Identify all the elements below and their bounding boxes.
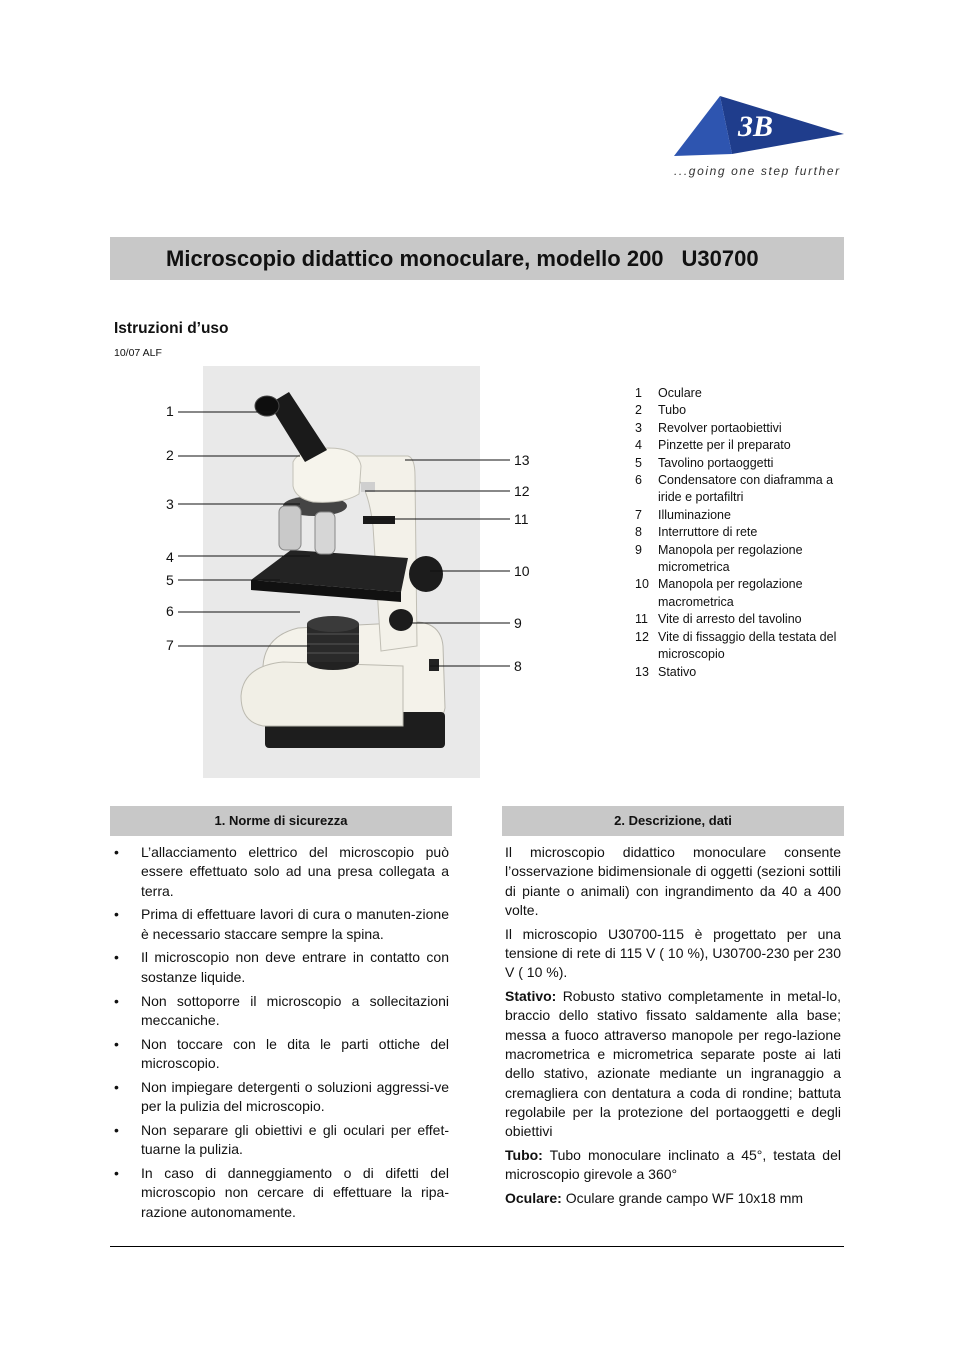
callout-7: 7 bbox=[166, 637, 174, 653]
brand-logo bbox=[672, 92, 844, 184]
legend-label: Interruttore di rete bbox=[658, 525, 758, 540]
legend-label: Condensatore con diaframma a iride e portafiltri bbox=[658, 473, 834, 505]
stativo-paragraph bbox=[505, 987, 841, 1141]
legend-item bbox=[635, 576, 845, 611]
logo-triangle-icon bbox=[672, 92, 844, 164]
callout-1: 1 bbox=[166, 403, 174, 419]
legend-item bbox=[635, 455, 845, 472]
legend-label: Vite di arresto del tavolino bbox=[658, 612, 802, 627]
logo-brand-text: 3B bbox=[738, 110, 774, 143]
legend-item bbox=[635, 507, 845, 524]
callout-lines bbox=[160, 366, 540, 778]
instructions-heading: Istruzioni d’uso bbox=[114, 320, 229, 337]
product-code: U30700 bbox=[681, 246, 759, 271]
list-item: • Non separare gli obiettivi e gli oculari per effet-tuarne la pulizia. bbox=[112, 1121, 449, 1160]
callout-12: 12 bbox=[514, 483, 530, 499]
legend-number: 6 bbox=[635, 473, 642, 488]
list-item: • In caso di danneggiamento o di difetti del microscopio non cercare di effettuare la ripa-razione autonomamente. bbox=[112, 1164, 449, 1222]
title-text: Microscopio didattico monoculare, modello 200 bbox=[166, 246, 664, 271]
callout-11: 11 bbox=[514, 511, 529, 527]
legend-number: 12 bbox=[635, 629, 649, 644]
legend-number: 3 bbox=[635, 420, 642, 435]
callout-4: 4 bbox=[166, 549, 174, 565]
legend-label: Revolver portaobiettivi bbox=[658, 420, 782, 435]
list-item: • Non toccare con le dita le parti ottiche del microscopio. bbox=[112, 1035, 449, 1074]
description-text bbox=[505, 843, 841, 1213]
legend-label: Vite di fissaggio della testata del microscopio bbox=[658, 629, 837, 662]
legend-label: Pinzette per il preparato bbox=[658, 438, 791, 453]
figure-callouts bbox=[160, 366, 540, 778]
legend-number: 2 bbox=[635, 403, 642, 418]
legend-item bbox=[635, 420, 845, 437]
callout-9: 9 bbox=[514, 615, 522, 631]
tubo-paragraph bbox=[505, 1146, 841, 1185]
legend-number: 7 bbox=[635, 507, 642, 522]
legend-item bbox=[635, 611, 845, 628]
legend-item bbox=[635, 437, 845, 454]
legend-label: Oculare bbox=[658, 386, 702, 400]
legend-item bbox=[635, 664, 845, 681]
legend-item bbox=[635, 472, 845, 507]
footer-rule bbox=[110, 1246, 844, 1247]
legend-number: 13 bbox=[635, 664, 649, 679]
list-item: • Non impiegare detergenti o soluzioni aggressi-ve per la pulizia del microscopio. bbox=[112, 1078, 449, 1117]
logo-tagline: ...going one step further bbox=[674, 164, 841, 178]
revision-code: 10/07 ALF bbox=[114, 347, 162, 359]
stativo-label: Stativo: bbox=[505, 988, 557, 1005]
callout-2: 2 bbox=[166, 447, 174, 463]
legend-label: Manopola per regolazione macrometrica bbox=[658, 577, 803, 609]
legend-label: Manopola per regolazione micrometrica bbox=[658, 542, 803, 575]
oculare-paragraph bbox=[505, 1189, 841, 1208]
oculare-label: Oculare: bbox=[505, 1190, 562, 1207]
list-item: • Il microscopio non deve entrare in contatto con sostanze liquide. bbox=[112, 948, 449, 987]
legend-label: Illuminazione bbox=[658, 507, 731, 522]
safety-list bbox=[112, 843, 449, 1226]
tubo-text: Tubo monoculare inclinato a 45°, testata del microscopio girevole a 360° bbox=[505, 1146, 841, 1183]
callout-6: 6 bbox=[166, 603, 174, 619]
legend-label: Tubo bbox=[658, 403, 687, 418]
voltage-paragraph: Il microscopio U30700-115 è progettato per una tensione di rete di 115 V ( 10 %), U30700-230 per 230 V ( 10 %). bbox=[505, 925, 841, 981]
callout-3: 3 bbox=[166, 496, 174, 512]
legend-number: 8 bbox=[635, 525, 642, 540]
list-item: • Non sottoporre il microscopio a sollecitazioni meccaniche. bbox=[112, 992, 449, 1031]
callout-10: 10 bbox=[514, 563, 530, 579]
description-paragraph: Il microscopio didattico monoculare consente l’osservazione bidimensionale di oggetti (sezioni sottili di piante o animali) con ingrandimento da 40 a 400 volte. bbox=[505, 844, 841, 918]
page-title bbox=[166, 246, 759, 272]
list-item: • Prima di effettuare lavori di cura o manuten-zione è necessario staccare sempre la spina. bbox=[112, 905, 449, 944]
parts-legend bbox=[635, 385, 845, 681]
legend-item bbox=[635, 542, 845, 577]
callout-5: 5 bbox=[166, 572, 174, 588]
legend-item bbox=[635, 524, 845, 541]
legend-label: Stativo bbox=[658, 664, 697, 679]
legend-number: 5 bbox=[635, 455, 642, 470]
legend-number: 4 bbox=[635, 438, 642, 453]
section-description-heading: 2. Descrizione, dati bbox=[502, 806, 844, 836]
legend-label: Tavolino portaoggetti bbox=[658, 455, 774, 470]
section-safety-heading: 1. Norme di sicurezza bbox=[110, 806, 452, 836]
tubo-label: Tubo: bbox=[505, 1146, 543, 1163]
legend-number: 11 bbox=[635, 612, 648, 627]
legend-number: 10 bbox=[635, 577, 649, 592]
legend-item bbox=[635, 629, 845, 664]
oculare-text: Oculare grande campo WF 10x18 mm bbox=[561, 1190, 804, 1207]
title-bar bbox=[110, 237, 844, 280]
legend-number: 1 bbox=[635, 386, 642, 400]
legend-item bbox=[635, 402, 845, 419]
callout-13: 13 bbox=[514, 452, 530, 468]
callout-8: 8 bbox=[514, 658, 522, 674]
legend-number: 9 bbox=[635, 542, 642, 557]
legend-item bbox=[635, 385, 845, 402]
stativo-text: Robusto stativo completamente in metal-lo, braccio dello stativo fissato saldamente alla base; messa a fuoco attraverso manopole per rego-lazione macrometrica e micrometrica separate poste ai lati dello stativo, azionate mediante un ingranaggio a cremagliera con dentatura a coda di rondine; battuta regolabile per la protezione del portaoggetti e degli obiettivi bbox=[505, 988, 841, 1140]
list-item: • L’allacciamento elettrico del microscopio può essere effettuato solo ad una presa collegata a terra. bbox=[112, 843, 449, 901]
